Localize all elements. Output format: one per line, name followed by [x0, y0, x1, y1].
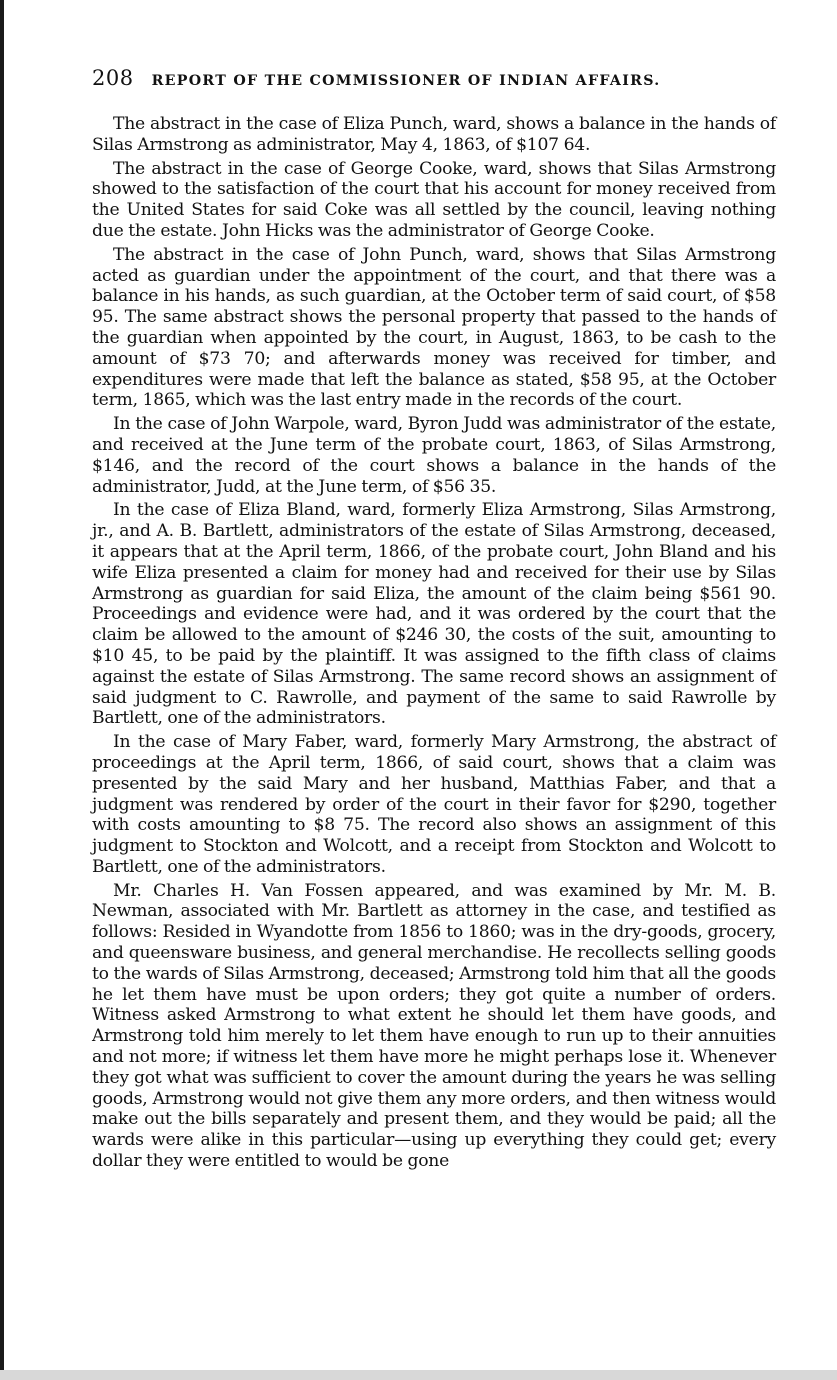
body-text [92, 114, 776, 1172]
running-header [92, 66, 776, 100]
scan-left-edge [0, 0, 4, 1380]
paragraph-john-punch: The abstract in the case of John Punch, ward, shows that Silas Armstrong acted as guardian under the appointment of the court, and that there was a balance in his hands, as such guardian, at the October term of said court, of $58 95. The same abstract shows the personal property that passed to the hands of the guardian when appointed by the court, in August, 1863, to be cash to the amount of $73 70; and afterwards money was received for timber, and expenditures were made that left the balance as stated, $58 95, at the October term, 1865, which was the last entry made in the records of the court. [92, 244, 776, 411]
document-page [92, 66, 776, 1172]
paragraph-mary-faber: In the case of Mary Faber, ward, formerly Mary Armstrong, the abstract of proceedings at the April term, 1866, of said court, shows that a claim was presented by the said Mary and her husband, Matthias Faber, and that a judgment was rendered by order of the court in their favor for $290, together with costs amounting to $8 75. The record also shows an assignment of this judgment to Stockton and Wolcott, and a receipt from Stockton and Wolcott to Bartlett, one of the administrators. [92, 732, 776, 877]
page-number: 208 [92, 66, 134, 90]
paragraph-eliza-bland: In the case of Eliza Bland, ward, formerly Eliza Armstrong, Silas Armstrong, jr., and A. B. Bartlett, administrators of the estate of Silas Armstrong, deceased, it appears that at the April term, 1866, of the probate court, John Bland and his wife Eliza presented a claim for money had and received for their use by Silas Armstrong as guardian for said Eliza, the amount of the claim being $561 90. Proceedings and evidence were had, and it was ordered by the court that the claim be allowed to the amount of $246 30, the costs of the suit, amounting to $10 45, to be paid by the plaintiff. It was assigned to the fifth class of claims against the estate of Silas Armstrong. The same record shows an assignment of said judgment to C. Rawrolle, and payment of the same to said Rawrolle by Bartlett, one of the administrators. [92, 500, 776, 729]
scan-bottom-edge [0, 1370, 837, 1380]
paragraph-eliza-punch: The abstract in the case of Eliza Punch, ward, shows a balance in the hands of Silas Armstrong as administrator, May 4, 1863, of $107 64. [92, 114, 776, 155]
paragraph-john-warpole: In the case of John Warpole, ward, Byron Judd was administrator of the estate, and received at the June term of the probate court, 1863, of Silas Armstrong, $146, and the record of the court shows a balance in the hands of the administrator, Judd, at the June term, of $56 35. [92, 414, 776, 497]
paragraph-van-fossen-testimony: Mr. Charles H. Van Fossen appeared, and was examined by Mr. M. B. Newman, associated with Mr. Bartlett as attorney in the case, and testified as follows: Resided in Wyandotte from 1856 to 1860; was in the dry-goods, grocery, and queensware business, and general merchandise. He recollects selling goods to the wards of Silas Armstrong, deceased; Armstrong told him that all the goods he let them have must be upon orders; they got quite a number of orders. Witness asked Armstrong to what extent he should let them have goods, and Armstrong told him merely to let them have enough to run up to their annuities and not more; if witness let them have more he might perhaps lose it. Whenever they got what was sufficient to cover the amount during the years he was selling goods, Armstrong would not give them any more orders, and then witness would make out the bills separately and present them, and they would be paid; all the wards were alike in this particular—using up everything they could get; every dollar they were entitled to would be gone [92, 880, 776, 1172]
paragraph-george-cooke: The abstract in the case of George Cooke, ward, shows that Silas Armstrong showed to the satisfaction of the court that his account for money received from the United States for said Coke was all settled by the council, leaving nothing due the estate. John Hicks was the administrator of George Cooke. [92, 158, 776, 241]
running-header-title: REPORT OF THE COMMISSIONER OF INDIAN AFFAIRS. [151, 73, 661, 89]
